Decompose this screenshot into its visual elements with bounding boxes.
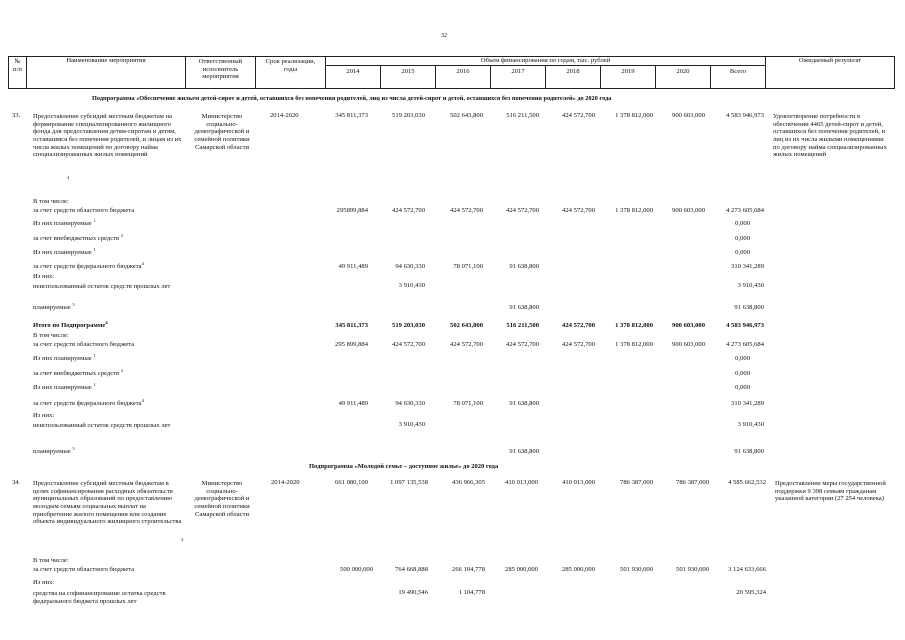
value: 900 603,000 <box>672 322 705 329</box>
header-year: 2017 <box>511 68 525 75</box>
value: 1 378 812,000 <box>615 341 653 348</box>
value: 78 071,100 <box>453 400 483 407</box>
value: 502 643,800 <box>450 112 483 119</box>
value: 410 013,000 <box>562 479 595 486</box>
header-term: Срок реализации, годы <box>265 58 316 73</box>
term: 2014-2020 <box>270 112 299 119</box>
header-year: 2014 <box>346 68 360 75</box>
value-total: 310 341,289 <box>731 400 764 407</box>
value: 424 572,700 <box>450 207 483 214</box>
value: 295899,884 <box>336 207 368 214</box>
responsible: Министерство социально-демографической и семейной политики Самарской области <box>194 113 250 151</box>
source-label: за счет средств областного бюджета <box>33 566 135 573</box>
value: 3 910,430 <box>398 282 425 289</box>
iz-nih-label: Из них: <box>33 412 55 419</box>
expected-result: Удовлетворение потребности в обеспечении 4465 детей-сирот и детей, оставшихся без попечения родителей, и лиц из их числа жилыми помещениями по договору найма специализированных жилых помещений <box>773 113 887 159</box>
value: 516 211,500 <box>506 112 539 119</box>
value: 786 387,000 <box>620 479 653 486</box>
source-label: Из них планируемые $^1$ <box>33 247 96 257</box>
footnote-mark: 4 <box>67 175 70 180</box>
source-label: Из них планируемые $^1$ <box>33 218 96 228</box>
value: 424 572,700 <box>506 341 539 348</box>
header-bottom-border <box>8 88 894 89</box>
value: 900 603,000 <box>672 207 705 214</box>
value-total: 4 583 946,973 <box>726 112 764 119</box>
value: 1 378 812,000 <box>615 207 653 214</box>
source-label: за счет средств областного бюджета <box>33 341 135 348</box>
value: 436 966,305 <box>452 479 485 486</box>
source-label: за счет средств федерального бюджета$^4$ <box>33 261 144 271</box>
value-total: 0,000 <box>735 370 750 377</box>
value: 49 911,489 <box>338 263 368 270</box>
value: 500 000,000 <box>340 566 373 573</box>
value: 424 572,700 <box>562 341 595 348</box>
value: 501 930,000 <box>676 566 709 573</box>
term: 2014-2020 <box>271 479 300 486</box>
source-label: за счет внебюджетных средств $^2$ <box>33 233 124 243</box>
value: 900 603,000 <box>672 112 705 119</box>
value: 502 643,800 <box>450 322 483 329</box>
value-total: 0,000 <box>735 384 750 391</box>
col-line <box>894 56 895 89</box>
value: 345 811,373 <box>335 322 368 329</box>
iz-nih-label: Из них: <box>33 273 55 280</box>
source-label: Из них планируемые $^1$ <box>33 353 96 363</box>
source-label: за счет внебюджетных средств $^2$ <box>33 368 124 378</box>
value: 424 572,700 <box>392 207 425 214</box>
value: 94 630,330 <box>395 400 425 407</box>
header-year: 2015 <box>401 68 415 75</box>
page-number: 32 <box>441 33 447 39</box>
header-year: 2016 <box>456 68 470 75</box>
total-label: Итого по Подпрограмме$^4$ <box>33 320 108 330</box>
source-label: Из них планируемые $^1$ <box>33 382 96 392</box>
header-no: № п/п <box>13 58 22 73</box>
responsible: Министерство социально-демографической и семейной политики Самарской области <box>194 480 250 518</box>
value: 91 638,800 <box>509 400 539 407</box>
source-label: средства на софинансирование остатка средств федерального бюджета прошлых лет <box>33 590 166 605</box>
value: 285 000,000 <box>562 566 595 573</box>
value: 49 911,489 <box>338 400 368 407</box>
value: 266 104,778 <box>452 566 485 573</box>
value-total: 0,000 <box>735 235 750 242</box>
value: 424 572,700 <box>562 322 595 329</box>
value: 1 097 135,538 <box>390 479 428 486</box>
value-total: 3 910,430 <box>737 421 764 428</box>
value: 94 630,330 <box>395 263 425 270</box>
value: 424 572,700 <box>562 112 595 119</box>
header-result: Ожидаемый результат <box>798 57 862 64</box>
subprogram-title: Подпрограмма «Обеспечение жильем детей-сирот и детей, оставшихся без попечения родителей, лиц из числа детей-сирот и детей, оставшихся без попечения родителей» до 2020 года <box>92 95 612 102</box>
value: 345 811,373 <box>335 112 368 119</box>
value: 295 899,884 <box>335 341 368 348</box>
row-number: 33. <box>12 112 21 119</box>
incl-label: В том числе: <box>33 332 69 339</box>
value: 1 104,778 <box>458 589 485 596</box>
value: 424 572,700 <box>392 341 425 348</box>
value-total: 91 638,800 <box>734 448 764 455</box>
header-year: 2020 <box>676 68 690 75</box>
value: 3 910,430 <box>398 421 425 428</box>
value: 78 071,100 <box>453 263 483 270</box>
value: 91 638,800 <box>509 263 539 270</box>
value-total: 3 124 633,666 <box>728 566 766 573</box>
row-number: 34. <box>12 479 21 486</box>
source-label: планируемые $^3$ <box>33 446 75 456</box>
value: 424 572,700 <box>450 341 483 348</box>
value-total: 20 595,324 <box>736 589 766 596</box>
header-year: 2018 <box>566 68 580 75</box>
value: 1 378 812,000 <box>615 322 653 329</box>
value: 661 080,100 <box>335 479 368 486</box>
value-total: 4 585 662,532 <box>728 479 766 486</box>
source-label: планируемые $^3$ <box>33 302 75 312</box>
incl-label: В том числе: <box>33 557 69 564</box>
source-label: за счет средств федерального бюджета$^4$ <box>33 398 144 408</box>
measure-name: Предоставление субсидий местным бюджетам на формирование специализированного жилищного фонда для предоставления детям-сиротам и детям, оставшимся без попечения родителей, и лицам из их числа жилых помещений по договору найма специализированных жилых помещений <box>33 113 182 159</box>
value-total: 0,000 <box>735 355 750 362</box>
header-year-total: Всего <box>729 68 747 75</box>
value: 501 930,000 <box>620 566 653 573</box>
header-responsible: Ответственный исполнитель мероприятия <box>198 58 243 81</box>
value-total: 0,000 <box>735 249 750 256</box>
value: 786 387,000 <box>676 479 709 486</box>
incl-label: В том числе: <box>33 198 69 205</box>
header-funding: Объем финансирования по годам, тыс. рублей <box>480 57 611 64</box>
value: 285 000,000 <box>505 566 538 573</box>
value-total: 310 341,289 <box>731 263 764 270</box>
value-total: 0,000 <box>735 220 750 227</box>
value: 1 378 812,000 <box>615 112 653 119</box>
source-label: за счет средств областного бюджета <box>33 207 135 214</box>
header-name: Наименование мероприятия <box>66 57 146 64</box>
value-total: 4 273 605,684 <box>726 207 764 214</box>
value-total: 4 583 946,973 <box>726 322 764 329</box>
iz-nih-label: Из них: <box>33 579 55 586</box>
measure-name: Предоставление субсидий местным бюджетам в целях софинансирования расходных обязательств муниципальных образований по предоставлению молодым семьям социальных выплат на приобретение жилого помещения или создание объекта индивидуального жилищного строительства <box>33 480 182 526</box>
value: 516 211,500 <box>506 322 539 329</box>
source-label: неиспользованный остаток средств прошлых лет <box>33 283 171 290</box>
header-year: 2019 <box>621 68 635 75</box>
value: 424 572,700 <box>506 207 539 214</box>
value: 19 490,546 <box>398 589 428 596</box>
subprogram-title: Подпрограмма «Молодой семье – доступное жилье» до 2020 года <box>309 463 499 470</box>
expected-result: Предоставление меры государственной поддержки 9 398 семьям гражданам указанной категории (27 254 человека) <box>775 480 886 503</box>
value: 519 203,030 <box>392 112 425 119</box>
value: 764 668,888 <box>395 566 428 573</box>
footnote-mark: 4 <box>181 537 184 542</box>
value-total: 3 910,430 <box>737 282 764 289</box>
value: 519 203,030 <box>392 322 425 329</box>
value: 900 603,000 <box>672 341 705 348</box>
value: 410 013,000 <box>505 479 538 486</box>
value-total: 4 273 605,684 <box>726 341 764 348</box>
value: 424 572,700 <box>562 207 595 214</box>
value-total: 91 638,800 <box>734 304 764 311</box>
value: 91 638,800 <box>509 448 539 455</box>
value: 91 638,800 <box>509 304 539 311</box>
source-label: неиспользованный остаток средств прошлых лет <box>33 422 171 429</box>
